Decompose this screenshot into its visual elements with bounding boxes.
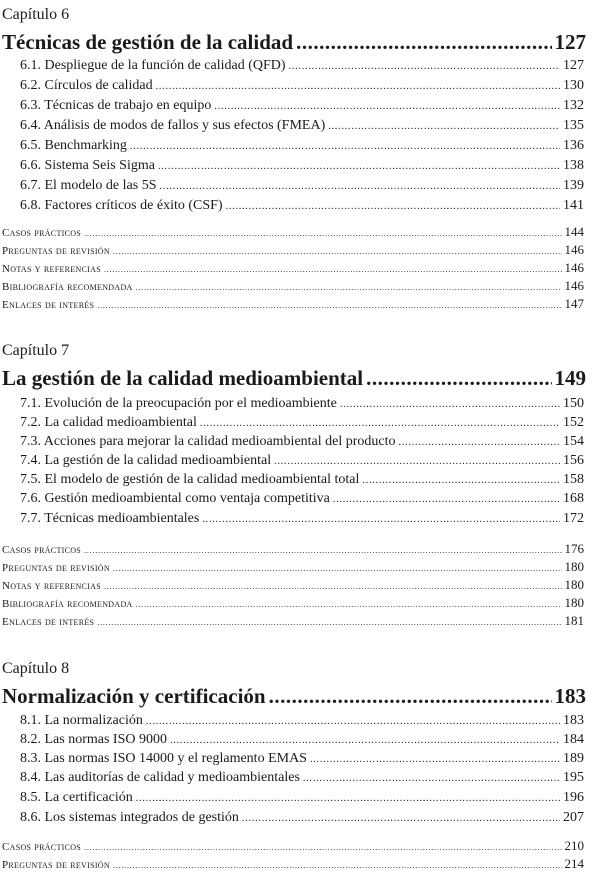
- extra-title: Preguntas de revisión: [2, 562, 110, 574]
- toc-extra-entry[interactable]: [2, 278, 584, 294]
- extra-page: 180: [564, 577, 584, 592]
- entry-page: 130: [563, 78, 584, 93]
- entry-page: 139: [563, 178, 584, 193]
- toc-entry[interactable]: [20, 58, 584, 76]
- dot-leader: [84, 229, 561, 238]
- chapter-title: Técnicas de gestión de la calidad: [2, 30, 294, 54]
- dot-leader: [200, 418, 560, 429]
- entry-title: 6.5. Benchmarking: [20, 138, 127, 153]
- entry-page: 152: [563, 415, 584, 430]
- toc-entry[interactable]: [20, 770, 584, 788]
- toc-extra-entry[interactable]: [2, 260, 584, 276]
- dot-leader: [130, 141, 560, 152]
- entry-page: 184: [563, 732, 584, 747]
- dot-leader: [214, 101, 560, 112]
- toc-extra-entry[interactable]: [2, 559, 584, 575]
- toc-entry[interactable]: [20, 178, 584, 196]
- dot-leader: [113, 247, 562, 256]
- toc-entry[interactable]: [20, 434, 584, 452]
- toc-entry[interactable]: [20, 732, 584, 750]
- chapter-title: Normalización y certificación: [2, 684, 266, 708]
- dot-leader: [303, 773, 560, 784]
- dot-leader: [362, 475, 560, 486]
- entry-page: 127: [563, 58, 584, 73]
- entry-title: 7.7. Técnicas medioambientales: [20, 511, 200, 526]
- extra-page: 146: [564, 278, 584, 293]
- entry-page: 132: [563, 98, 584, 113]
- entry-title: 6.8. Factores críticos de éxito (CSF): [20, 198, 223, 213]
- entry-title: 7.1. Evolución de la preocupación por el medioambiente: [20, 396, 337, 411]
- extra-page: 146: [564, 260, 584, 275]
- dot-leader: [104, 582, 562, 591]
- toc-entry[interactable]: [20, 415, 584, 433]
- dot-leader: [340, 399, 560, 410]
- toc-extra-entry[interactable]: [2, 595, 584, 611]
- toc-entry[interactable]: [20, 453, 584, 471]
- entry-page: 156: [563, 453, 584, 468]
- toc-entry[interactable]: [20, 751, 584, 769]
- dot-leader: [113, 564, 562, 573]
- extra-title: Notas y referencias: [2, 580, 101, 592]
- entry-page: 141: [563, 198, 584, 213]
- toc-extra-entry[interactable]: [2, 577, 584, 593]
- extra-page: 180: [564, 595, 584, 610]
- dot-leader: [333, 494, 560, 505]
- dot-leader: [328, 121, 560, 132]
- toc-extra-entry[interactable]: [2, 838, 584, 854]
- entry-title: 8.2. Las normas ISO 9000: [20, 732, 167, 747]
- toc-extra-entry[interactable]: [2, 541, 584, 557]
- dot-leader: [310, 754, 560, 765]
- entry-title: 7.5. El modelo de gestión de la calidad medioambiental total: [20, 472, 360, 487]
- extra-title: Casos prácticos: [2, 841, 82, 853]
- toc-extra-entry[interactable]: [2, 613, 584, 629]
- entry-page: 135: [563, 118, 584, 133]
- chapter-title: La gestión de la calidad medioambiental: [2, 366, 364, 390]
- toc-entry[interactable]: [20, 396, 584, 414]
- extra-title: Preguntas de revisión: [2, 245, 110, 257]
- entry-title: 6.7. El modelo de las 5S: [20, 178, 157, 193]
- dot-leader: [84, 546, 561, 555]
- toc-extra-entry[interactable]: [2, 296, 584, 312]
- extra-title: Enlaces de interés: [2, 616, 95, 628]
- entry-page: 154: [563, 434, 584, 449]
- dot-leader: [136, 793, 560, 804]
- dot-leader: [296, 30, 551, 55]
- entry-page: 158: [563, 472, 584, 487]
- chapter-page-number: 149: [554, 366, 586, 390]
- extra-title: Casos prácticos: [2, 544, 82, 556]
- entry-title: 6.3. Técnicas de trabajo en equipo: [20, 98, 212, 113]
- entry-title: 8.3. Las normas ISO 14000 y el reglamento EMAS: [20, 751, 307, 766]
- extra-page: 176: [564, 541, 584, 556]
- extra-page: 180: [564, 559, 584, 574]
- toc-entry[interactable]: [20, 118, 584, 136]
- entry-page: 172: [563, 511, 584, 526]
- chapter-title-row[interactable]: [2, 30, 586, 56]
- entry-page: 189: [563, 751, 584, 766]
- entry-title: 8.5. La certificación: [20, 790, 133, 805]
- toc-entry[interactable]: [20, 98, 584, 116]
- entry-page: 207: [563, 810, 584, 825]
- toc-extra-entry[interactable]: [2, 224, 584, 240]
- dot-leader: [136, 600, 562, 609]
- dot-leader: [202, 514, 560, 525]
- dot-leader: [399, 437, 560, 448]
- entry-title: 8.6. Los sistemas integrados de gestión: [20, 810, 239, 825]
- entry-page: 150: [563, 396, 584, 411]
- entry-title: 7.6. Gestión medioambiental como ventaja competitiva: [20, 491, 330, 506]
- toc-entry[interactable]: [20, 198, 584, 216]
- entry-title: 6.2. Círculos de calidad: [20, 78, 153, 93]
- toc-extra-entry[interactable]: [2, 242, 584, 258]
- toc-entry[interactable]: [20, 713, 584, 731]
- extra-page: 146: [564, 242, 584, 257]
- chapter-title-row[interactable]: [2, 684, 586, 710]
- chapter-page-number: 127: [554, 30, 586, 54]
- dot-leader: [158, 161, 560, 172]
- entry-title: 6.1. Despliegue de la función de calidad (QFD): [20, 58, 286, 73]
- toc-entry[interactable]: [20, 790, 584, 808]
- dot-leader: [104, 265, 562, 274]
- dot-leader: [170, 735, 560, 746]
- entry-page: 195: [563, 770, 584, 785]
- extra-title: Bibliografía recomendada: [2, 598, 133, 610]
- entry-page: 196: [563, 790, 584, 805]
- entry-title: 6.6. Sistema Seis Sigma: [20, 158, 155, 173]
- dot-leader: [146, 716, 560, 727]
- chapter-label: Capítulo 7: [2, 342, 70, 359]
- extra-page: 144: [564, 224, 584, 239]
- extra-page: 214: [564, 856, 584, 871]
- entry-title: 8.4. Las auditorías de calidad y medioambientales: [20, 770, 300, 785]
- entry-title: 6.4. Análisis de modos de fallos y sus efectos (FMEA): [20, 118, 326, 133]
- entry-title: 8.1. La normalización: [20, 713, 143, 728]
- toc-entry[interactable]: [20, 158, 584, 176]
- toc-entry[interactable]: [20, 138, 584, 156]
- toc-entry[interactable]: [20, 810, 584, 828]
- extra-title: Casos prácticos: [2, 227, 82, 239]
- extra-title: Preguntas de revisión: [2, 859, 110, 871]
- extra-title: Bibliografía recomendada: [2, 281, 133, 293]
- extra-page: 147: [564, 296, 584, 311]
- dot-leader: [160, 181, 561, 192]
- dot-leader: [242, 813, 560, 824]
- dot-leader: [97, 618, 561, 627]
- dot-leader: [269, 684, 552, 709]
- extra-title: Notas y referencias: [2, 263, 101, 275]
- dot-leader: [366, 366, 551, 391]
- dot-leader: [289, 61, 560, 72]
- toc-entry[interactable]: [20, 472, 584, 490]
- dot-leader: [226, 201, 560, 212]
- extra-title: Enlaces de interés: [2, 299, 95, 311]
- extra-page: 181: [564, 613, 584, 628]
- toc-entry[interactable]: [20, 78, 584, 96]
- entry-title: 7.3. Acciones para mejorar la calidad medioambiental del producto: [20, 434, 396, 449]
- dot-leader: [274, 456, 560, 467]
- entry-title: 7.2. La calidad medioambiental: [20, 415, 197, 430]
- dot-leader: [97, 301, 561, 310]
- entry-page: 136: [563, 138, 584, 153]
- extra-page: 210: [564, 838, 584, 853]
- dot-leader: [136, 283, 562, 292]
- entry-page: 168: [563, 491, 584, 506]
- dot-leader: [113, 861, 562, 870]
- entry-page: 138: [563, 158, 584, 173]
- entry-title: 7.4. La gestión de la calidad medioambiental: [20, 453, 272, 468]
- chapter-label: Capítulo 8: [2, 660, 70, 677]
- chapter-title-row[interactable]: [2, 366, 586, 392]
- toc-entry[interactable]: [20, 491, 584, 509]
- toc-extra-entry[interactable]: [2, 856, 584, 872]
- chapter-label: Capítulo 6: [2, 6, 70, 23]
- chapter-page-number: 183: [554, 684, 586, 708]
- dot-leader: [156, 81, 560, 92]
- dot-leader: [84, 843, 561, 852]
- toc-entry[interactable]: [20, 511, 584, 529]
- entry-page: 183: [563, 713, 584, 728]
